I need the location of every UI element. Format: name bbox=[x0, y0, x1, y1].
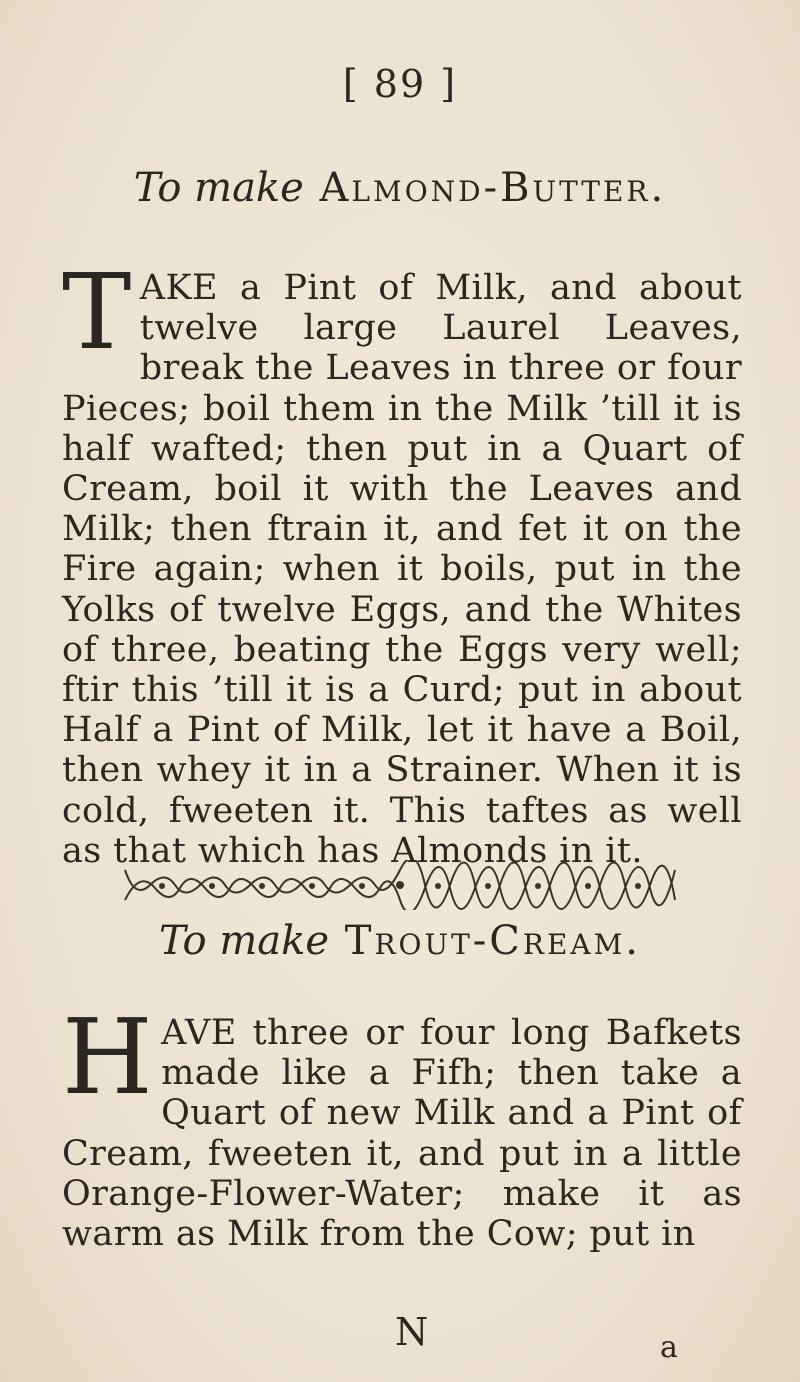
recipe-body: AVE three or four long Bafkets made like a Fifh; then take a Quart of new Milk and a Pint of Cream, fweeten it, and put in a little Orange-Flower-Water; make it as warm as Milk from the Cow; put in bbox=[62, 1013, 742, 1255]
printers-ornament-icon bbox=[120, 860, 680, 910]
drop-cap: H bbox=[62, 996, 154, 1118]
recipe-title-trout-cream bbox=[0, 918, 800, 964]
recipe-title-almond-butter bbox=[0, 165, 800, 211]
recipe-body: AKE a Pint of Milk, and about twelve large Laurel Leaves, break the Leaves in three or four Pieces; boil them in the Milk ’till it is half wafted; then put in a Quart of Cream, boil it with the Leaves and Milk; then ftrain it, and fet it on the Fire again; when it boils, put in the Yolks of twelve Eggs, and the Whites of three, beating the Eggs very well; ftir this ’till it is a Curd; put in about Half a Pint of Milk, let it have a Boil, then whey it in a Strainer. When it is cold, fweeten it. This taftes as well as that which has Almonds in it. bbox=[62, 268, 742, 871]
recipe-text-trout-cream bbox=[62, 996, 742, 1255]
recipe-title-lead: To make bbox=[158, 918, 330, 964]
catchword: a bbox=[660, 1330, 678, 1365]
signature-mark: N bbox=[395, 1310, 429, 1354]
page-number: [ 89 ] bbox=[342, 62, 458, 106]
recipe-title-main: Trout-Cream. bbox=[344, 918, 642, 964]
drop-cap: T bbox=[62, 251, 132, 373]
recipe-title-main: Almond-Butter. bbox=[319, 165, 667, 211]
recipe-text-almond-butter bbox=[62, 251, 742, 871]
recipe-title-lead: To make bbox=[133, 165, 304, 211]
